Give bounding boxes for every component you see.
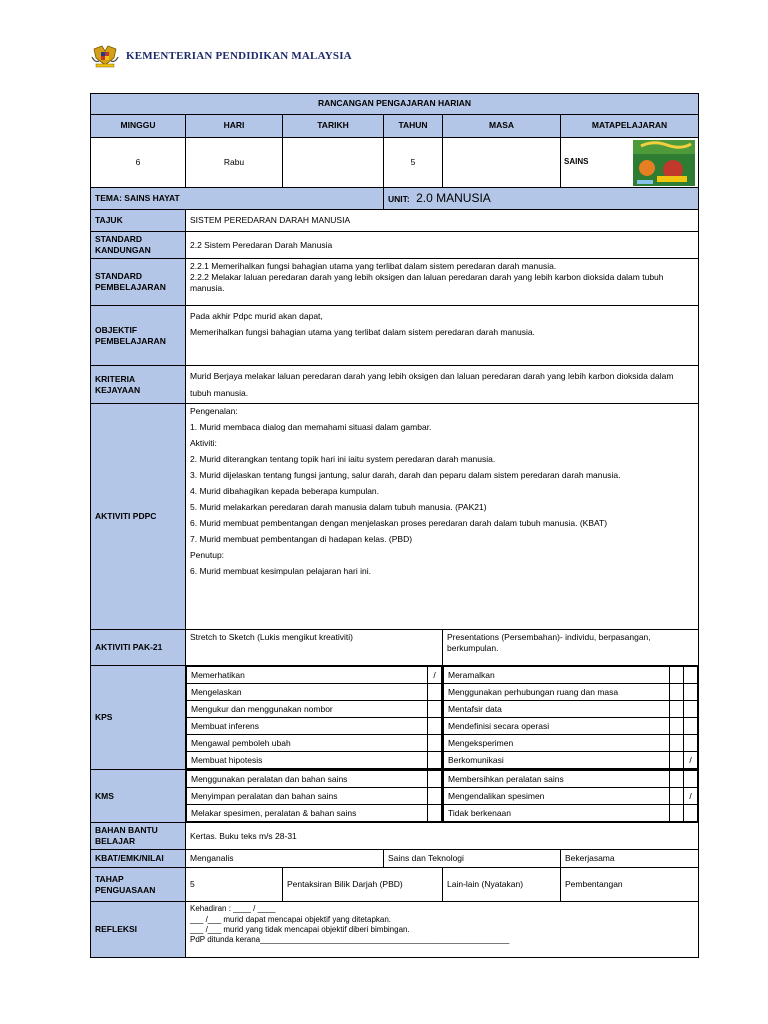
pentaksiran-label: Pentaksiran Bilik Darjah (PBD) [283, 868, 443, 902]
standard-pembelajaran-label: STANDARD PEMBELAJARAN [91, 259, 186, 306]
kps-spacer [670, 684, 684, 701]
col-tarikh: TARIKH [283, 115, 384, 138]
aktiviti-line: 7. Murid membuat pembentangan di hadapan kelas. (PBD) [190, 534, 413, 545]
kps-check[interactable] [428, 752, 442, 769]
pak21-left: Stretch to Sketch (Lukis mengikut kreativiti) [186, 630, 443, 666]
refleksi-line: ___ /___ murid dapat mencapai objektif yang ditetapkan. [190, 914, 392, 924]
kps-item: Berkomunikasi [444, 752, 670, 769]
kps-check[interactable] [684, 667, 698, 684]
kms-item: Menyimpan peralatan dan bahan sains [187, 788, 428, 805]
refleksi-line: PdP ditunda kerana________________________________________________________ [190, 935, 510, 945]
refleksi-line: Kehadiran : ____ / ____ [190, 904, 276, 914]
kms-item: Melakar spesimen, peralatan & bahan sains [187, 805, 428, 822]
kms-left-cell [186, 770, 443, 823]
kps-item: Memerhatikan [187, 667, 428, 684]
kps-item: Mentafsir data [444, 701, 670, 718]
kms-check[interactable] [428, 805, 442, 822]
kps-check[interactable] [428, 718, 442, 735]
matapelajaran-value: SAINS [564, 157, 589, 167]
aktiviti-label: AKTIVITI PDPC [91, 404, 186, 630]
kms-spacer [670, 788, 684, 805]
kps-item: Membuat hipotesis [187, 752, 428, 769]
kriteria-value: Murid Berjaya melakar laluan peredaran darah yang lebih oksigen dan laluan peredaran darah yang lebih karbon dioksida dalam tubuh manusia. [186, 366, 699, 404]
kps-item: Meramalkan [444, 667, 670, 684]
bahan-label: BAHAN BANTU BELAJAR [91, 823, 186, 850]
kps-item: Mengukur dan menggunakan nombor [187, 701, 428, 718]
tarikh-value [283, 138, 384, 188]
kps-label: KPS [91, 666, 186, 770]
kps-item: Menggunakan perhubungan ruang dan masa [444, 684, 670, 701]
kms-spacer [670, 771, 684, 788]
aktiviti-line: 2. Murid diterangkan tentang topik hari ini iaitu system peredaran darah manusia. [190, 454, 496, 465]
kps-check[interactable] [428, 684, 442, 701]
ministry-name: KEMENTERIAN PENDIDIKAN MALAYSIA [126, 50, 352, 62]
objektif-value [186, 306, 699, 366]
minggu-value: 6 [91, 138, 186, 188]
aktiviti-line: 5. Murid melakarkan peredaran darah manusia dalam tubuh manusia. (PAK21) [190, 502, 487, 513]
kms-item: Tidak berkenaan [444, 805, 670, 822]
kms-check[interactable] [684, 805, 698, 822]
col-masa: MASA [443, 115, 561, 138]
kms-label: KMS [91, 770, 186, 823]
objektif-label: OBJEKTIF PEMBELAJARAN [91, 306, 186, 366]
kps-check[interactable] [684, 701, 698, 718]
aktiviti-line: Aktiviti: [190, 438, 217, 449]
aktiviti-line: 6. Murid membuat kesimpulan pelajaran hari ini. [190, 566, 371, 577]
kms-check[interactable] [428, 771, 442, 788]
kms-check[interactable] [684, 771, 698, 788]
col-tahun: TAHUN [384, 115, 443, 138]
kps-spacer [670, 718, 684, 735]
ministry-header [90, 42, 352, 70]
kps-item: Membuat inferens [187, 718, 428, 735]
kps-check[interactable]: / [428, 667, 442, 684]
kps-check[interactable] [684, 735, 698, 752]
kms-check[interactable]: / [684, 788, 698, 805]
kbat-label: KBAT/EMK/NILAI [91, 850, 186, 868]
pak21-label: AKTIVITI PAK-21 [91, 630, 186, 666]
standard-kandungan-label: STANDARD KANDUNGAN [91, 232, 186, 259]
hari-value: Rabu [186, 138, 283, 188]
malaysia-crest-icon [90, 43, 120, 69]
kms-item: Mengendalikan spesimen [444, 788, 670, 805]
tahap-label: TAHAP PENGUASAAN [91, 868, 186, 902]
plan-title: RANCANGAN PENGAJARAN HARIAN [91, 94, 699, 115]
kps-check[interactable] [428, 701, 442, 718]
tahap-value: 5 [186, 868, 283, 902]
textbook-cover-image [633, 140, 695, 186]
nilai-value: Bekerjasama [561, 850, 699, 868]
kms-left-list [186, 770, 442, 822]
kps-check[interactable]: / [684, 752, 698, 769]
refleksi-line: ___ /___ murid yang tidak mencapai objektif diberi bimbingan. [190, 924, 410, 934]
kps-right-list [443, 666, 698, 769]
kms-right-cell [443, 770, 699, 823]
lain-label: Lain-lain (Nyatakan) [443, 868, 561, 902]
unit-value: 2.0 MANUSIA [416, 190, 491, 205]
refleksi-value [186, 902, 699, 958]
standard-pembelajaran-value [186, 259, 699, 306]
col-minggu: MINGGU [91, 115, 186, 138]
kms-item: Membersihkan peralatan sains [444, 771, 670, 788]
tahun-value: 5 [384, 138, 443, 188]
col-matapelajaran: MATAPELAJARAN [561, 115, 699, 138]
sp-line: 2.2.2 Melakar laluan peredaran darah yang lebih oksigen dan laluan peredaran darah yang lebih karbon dioksida dalam tubuh manusia. [190, 272, 664, 294]
objektif-line: Pada akhir Pdpc murid akan dapat, [190, 311, 323, 322]
aktiviti-line: 1. Murid membaca dialog dan memahami situasi dalam gambar. [190, 422, 432, 433]
tajuk-value: SISTEM PEREDARAN DARAH MANUSIA [186, 210, 699, 232]
kps-item: Mendefinisi secara operasi [444, 718, 670, 735]
aktiviti-line: 3. Murid dijelaskan tentang fungsi jantung, salur darah, darah dan peparu dalam sistem peredaran darah manusia. [190, 470, 621, 481]
kps-item: Mengawal pemboleh ubah [187, 735, 428, 752]
kms-check[interactable] [428, 788, 442, 805]
refleksi-label: REFLEKSI [91, 902, 186, 958]
sp-line: 2.2.1 Memerihalkan fungsi bahagian utama yang terlibat dalam sistem peredaran darah manusia. [190, 261, 557, 272]
aktiviti-line: 4. Murid dibahagikan kepada beberapa kumpulan. [190, 486, 380, 497]
unit-cell [384, 188, 699, 210]
kms-item: Menggunakan peralatan dan bahan sains [187, 771, 428, 788]
lesson-plan-table [90, 93, 699, 958]
kps-spacer [670, 701, 684, 718]
kps-check[interactable] [684, 718, 698, 735]
unit-label: UNIT: [388, 193, 410, 204]
tema-label: TEMA: SAINS HAYAT [91, 188, 384, 210]
kps-spacer [670, 667, 684, 684]
kms-right-list [443, 770, 698, 822]
standard-kandungan-value: 2.2 Sistem Peredaran Darah Manusia [186, 232, 699, 259]
kms-spacer [670, 805, 684, 822]
aktiviti-line: Pengenalan: [190, 406, 238, 417]
kps-check[interactable] [428, 735, 442, 752]
kps-spacer [670, 752, 684, 769]
bahan-value: Kertas. Buku teks m/s 28-31 [186, 823, 699, 850]
kps-item: Mengeksperimen [444, 735, 670, 752]
objektif-line: Memerihalkan fungsi bahagian utama yang terlibat dalam sistem peredaran darah manusia. [190, 327, 535, 338]
kbat-value: Menganalis [186, 850, 384, 868]
pak21-right: Presentations (Persembahan)- individu, berpasangan, berkumpulan. [443, 630, 699, 666]
aktiviti-value [186, 404, 699, 630]
kriteria-label: KRITERIA KEJAYAAN [91, 366, 186, 404]
tajuk-label: TAJUK [91, 210, 186, 232]
col-hari: HARI [186, 115, 283, 138]
aktiviti-line: Penutup: [190, 550, 225, 561]
kps-right-cell [443, 666, 699, 770]
kps-left-cell [186, 666, 443, 770]
masa-value [443, 138, 561, 188]
kps-left-list [186, 666, 442, 769]
matapelajaran-cell [561, 138, 699, 188]
kps-item: Mengelaskan [187, 684, 428, 701]
kps-spacer [670, 735, 684, 752]
kps-check[interactable] [684, 684, 698, 701]
lain-value: Pembentangan [561, 868, 699, 902]
aktiviti-line: 6. Murid membuat pembentangan dengan menjelaskan proses peredaran darah dalam tubuh manusia. (KBAT) [190, 518, 608, 529]
emk-value: Sains dan Teknologi [384, 850, 561, 868]
